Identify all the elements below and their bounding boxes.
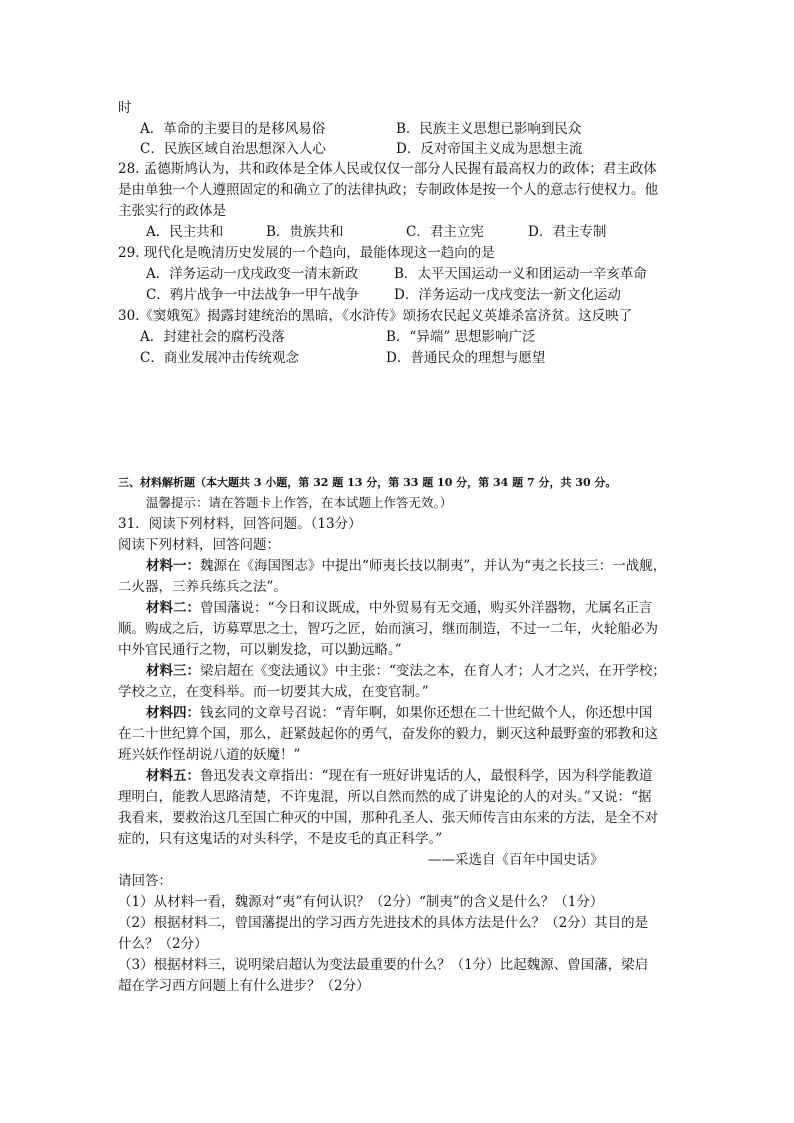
material-4-line: 班兴妖作怪胡说八道的妖魔！” xyxy=(118,747,301,763)
material-1-label: 材料一： xyxy=(146,558,200,574)
material-4-label: 材料四： xyxy=(146,705,200,721)
material-5-line: 材料五：鲁迅发表文章指出：“现在有一班好讲鬼话的人，最恨科学，因为科学能教道 xyxy=(146,768,653,784)
q28-stem-line: 主张实行的政体是 xyxy=(118,203,226,219)
q28-option-c: C．君主立宪 xyxy=(406,224,484,240)
material-1-line: 二火器，三养兵练兵之法”。 xyxy=(118,579,287,595)
q31-heading: 31．阅读下列材料，回答问题。（13分） xyxy=(118,516,362,532)
q27-option-d: D．反对帝国主义成为思想主流 xyxy=(396,141,583,157)
material-2-line: 中外官民通行之物，可以剿发捻，可以勤远略。” xyxy=(118,642,402,658)
q29-option-d: D．洋务运动一戊戌变法一新文化运动 xyxy=(394,287,621,303)
q29-option-b: B．太平天国运动一义和团运动一辛亥革命 xyxy=(394,266,647,282)
q28-stem-line: 是由单独一个人遵照固定的和确立了的法律执政；专制政体是按一个人的意志行使权力。他 xyxy=(118,182,658,198)
material-2-line: 材料二：曾国藩说：“今日和议既成，中外贸易有无交通，购买外洋器物，尤属名正言 xyxy=(146,600,653,616)
q28-option-a: A．民主共和 xyxy=(146,224,224,240)
q27-option-c: C．民族区域自治思想深入人心 xyxy=(140,141,326,157)
material-5-line: 症的，只有这鬼话的对头科学，不是皮毛的真正科学。” xyxy=(118,831,443,847)
sub-question-3: 超在学习西方问题上有什么进步？（2分） xyxy=(118,978,370,994)
material-2-label: 材料二： xyxy=(146,600,200,616)
q30-option-a: A．封建社会的腐朽没落 xyxy=(140,329,285,345)
q31-intro: 阅读下列材料，回答问题： xyxy=(118,537,280,553)
q28-stem-line: 28. 孟德斯鸠认为，共和政体是全体人民或仅仅一部分人民握有最高权力的政体；君主政体 xyxy=(118,161,657,177)
q27-option-b: B．民族主义思想已影响到民众 xyxy=(396,121,582,137)
material-5-line: 理明白，能教人思路清楚，不许鬼混，所以自然而然的成了讲鬼论的人的对头。”又说：“据 xyxy=(118,789,652,805)
material-4-line: 在二十世纪算个国，那么，赶紧鼓起你的勇气，奋发你的毅力，剿灭这种最野蛮的邪教和这 xyxy=(118,726,658,742)
material-4-line: 材料四：钱玄同的文章号召说：“青年啊，如果你还想在二十世纪做个人，你还想中国 xyxy=(146,705,653,721)
material-source: ——采选自《百年中国史话》 xyxy=(428,852,604,868)
section-title: 三、材料解析题（本大题共 3 小题，第 32 题 13 分，第 33 题 10 分，第 34 题 7 分，共 30 分。 xyxy=(118,476,617,489)
sub-question-2: 什么？（2分） xyxy=(118,936,208,952)
q27-stem-tail: 时 xyxy=(118,100,132,116)
sub-question-3: （3）根据材料三，说明梁启超认为变法最重要的什么？（1分）比起魏源、曾国藩，梁启 xyxy=(118,957,649,973)
q28-option-b: B．贵族共和 xyxy=(266,224,344,240)
material-3-label: 材料三： xyxy=(146,663,200,679)
answer-prompt: 请回答： xyxy=(118,873,172,889)
q28-option-d: D．君主专制 xyxy=(528,224,607,240)
q30-option-b: B．“异端” 思想影响广泛 xyxy=(386,329,536,345)
material-2-line: 顺。购成之后，访募覃思之士，智巧之匠，始而演习，继而制造，不过一二年，火轮船必为 xyxy=(118,621,658,637)
material-5-label: 材料五： xyxy=(146,768,200,784)
q27-option-a: A．革命的主要目的是移风易俗 xyxy=(140,121,326,137)
q30-stem: 30.《窦娥冤》揭露封建统治的黑暗，《水浒传》颂扬农民起义英雄杀富济贫。这反映了 xyxy=(118,308,633,324)
q30-option-c: C．商业发展冲击传统观念 xyxy=(140,350,299,366)
sub-question-1: （1）从材料一看，魏源对“夷”有何认识？（2分）“制夷”的含义是什么？（1分） xyxy=(118,894,604,910)
material-1-line: 材料一：魏源在《海国图志》中提出“师夷长技以制夷”，并认为“夷之长技三：一战舰， xyxy=(146,558,667,574)
sub-question-2: （2）根据材料二，曾国藩提出的学习西方先进技术的具体方法是什么？（2分）其目的是 xyxy=(118,915,649,931)
q30-option-d: D．普通民众的理想与愿望 xyxy=(386,350,546,366)
q29-option-c: C．鸦片战争一中法战争一甲午战争 xyxy=(146,287,359,303)
material-3-line: 材料三：梁启超在《变法通议》中主张：“变法之本，在育人才；人才之兴，在开学校； xyxy=(146,663,666,679)
material-3-line: 学校之立，在变科举。而一切要其大成，在变官制。” xyxy=(118,684,429,700)
q29-option-a: A．洋务运动一戊戌政变一清末新政 xyxy=(146,266,359,282)
material-5-line: 我看来，要救治这几至国亡种灭的中国，那种孔圣人、张天师传言由东来的方法，是全不对 xyxy=(118,810,658,826)
q29-stem: 29. 现代化是晚清历史发展的一个趋向，最能体现这一趋向的是 xyxy=(118,245,495,261)
section-tip: 温馨提示：请在答题卡上作答，在本试题上作答无效。） xyxy=(146,495,453,510)
